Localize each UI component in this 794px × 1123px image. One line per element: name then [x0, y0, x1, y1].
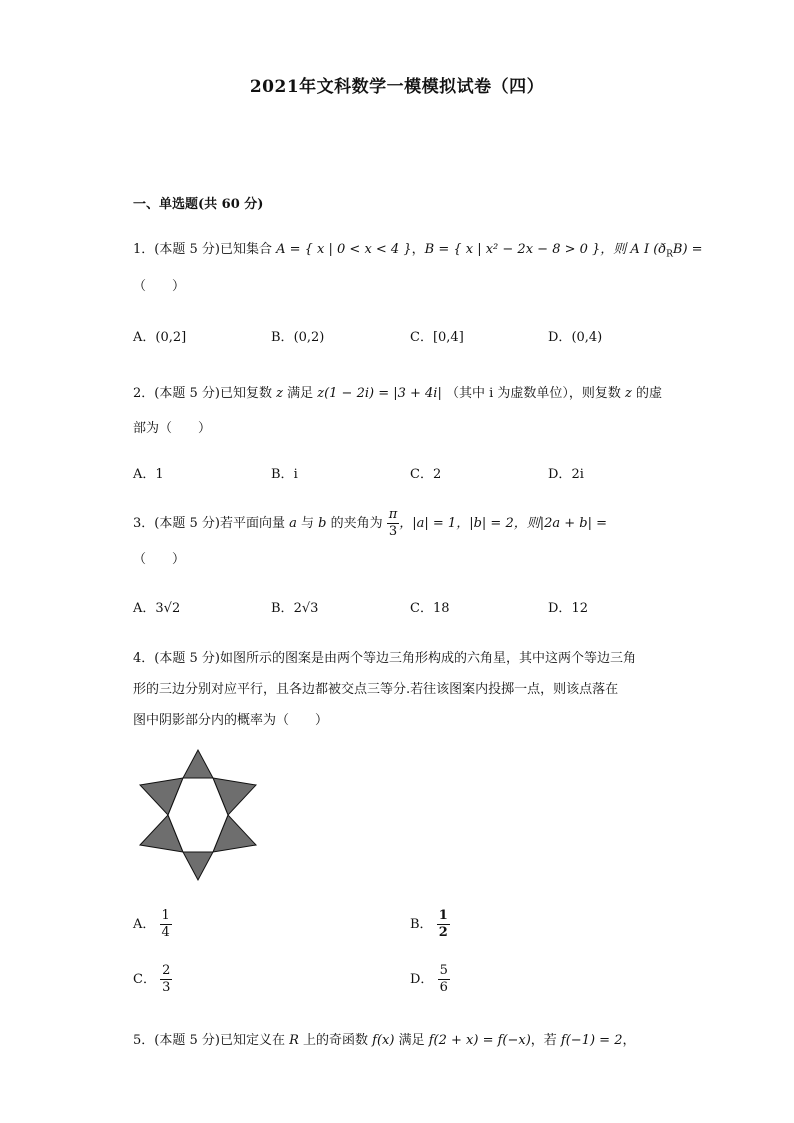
- question-2-option-d[interactable]: [548, 463, 584, 482]
- shaded-triangle-bottom: [183, 852, 213, 880]
- option-letter: B．: [271, 330, 294, 345]
- set-a: A = { x | 0 < x < 4 }: [276, 242, 412, 257]
- option-value: 2√3: [293, 601, 319, 616]
- option-letter: A．: [133, 467, 156, 482]
- question-3-expression: |2a + b| =: [539, 516, 608, 531]
- question-1-option-a[interactable]: [133, 326, 186, 345]
- question-2-equation: z(1 − 2i) = |3 + 4i|: [317, 386, 442, 401]
- option-letter: D．: [548, 467, 572, 482]
- question-4-option-a[interactable]: [133, 908, 172, 941]
- question-2-text: 满足: [282, 386, 318, 401]
- question-1-option-c[interactable]: [410, 326, 464, 345]
- angle-fraction: [387, 507, 400, 540]
- question-2-line-2: 部为（ ）: [133, 421, 212, 436]
- option-value: [0,4]: [432, 330, 464, 345]
- question-4-option-d[interactable]: [410, 963, 450, 996]
- question-5-text: ，若: [530, 1033, 561, 1048]
- complement-subscript: R: [666, 249, 673, 260]
- option-value: (0,2): [293, 330, 325, 345]
- fraction-denominator: 3: [388, 524, 398, 539]
- question-1-prefix: 1．(本题 5 分)已知集合: [133, 242, 277, 257]
- question-3-option-b[interactable]: [271, 597, 318, 616]
- question-5-text: ，: [622, 1033, 636, 1048]
- question-1-line-1: [133, 238, 703, 260]
- question-4-line-1: 4．(本题 5 分)如图所示的图案是由两个等边三角形构成的六角星，其中这两个等边三角: [133, 651, 636, 666]
- option-letter: D．: [410, 972, 434, 987]
- option-fraction: [437, 908, 450, 941]
- question-5-prefix: 5．(本题 5 分)已知定义在: [133, 1033, 290, 1048]
- question-3-option-c[interactable]: [410, 597, 450, 616]
- question-1-ask-end: B) =: [672, 242, 703, 257]
- option-value: (0,2]: [155, 330, 187, 345]
- option-letter: D．: [548, 330, 572, 345]
- question-2-prefix: 2．(本题 5 分)已知复数: [133, 386, 277, 401]
- option-value: 2i: [571, 467, 584, 482]
- option-letter: A．: [133, 917, 156, 932]
- option-fraction: [438, 963, 450, 996]
- hexagram-figure: [137, 748, 259, 886]
- option-value: 2: [432, 467, 442, 482]
- question-4-line-2: 形的三边分别对应平行，且各边都被交点三等分.若往该图案内投掷一点，则该点落在: [133, 682, 619, 697]
- question-3-option-a[interactable]: [133, 597, 180, 616]
- option-letter: C．: [410, 330, 433, 345]
- question-1-option-d[interactable]: [548, 326, 602, 345]
- option-letter: B．: [410, 917, 433, 932]
- question-2-option-a[interactable]: [133, 463, 164, 482]
- option-letter: A．: [133, 330, 156, 345]
- section-heading: 一、单选题(共 60 分): [133, 197, 264, 212]
- option-letter: C．: [410, 601, 433, 616]
- fraction-denominator: 6: [439, 980, 448, 995]
- fraction-numerator: 2: [162, 963, 171, 978]
- question-3-line-1: [133, 507, 607, 540]
- question-2-text: 的虚: [631, 386, 663, 401]
- option-letter: D．: [548, 601, 572, 616]
- question-3-line-2: （ ）: [133, 552, 186, 567]
- option-letter: B．: [271, 601, 294, 616]
- question-3-text: 的夹角为: [326, 516, 387, 531]
- question-4-option-c[interactable]: [133, 963, 172, 996]
- question-1-line-2: （ ）: [133, 279, 186, 294]
- fraction-numerator: 1: [438, 908, 448, 923]
- question-5-condition: f(−1) = 2: [560, 1033, 623, 1048]
- shaded-triangle-top: [183, 750, 213, 778]
- hexagram-svg: [137, 748, 259, 882]
- question-2-text: （其中 i 为虚数单位），则复数: [441, 386, 626, 401]
- function-f: f(x): [372, 1033, 395, 1048]
- fraction-denominator: 3: [162, 980, 171, 995]
- fraction-numerator: 5: [439, 963, 448, 978]
- question-5-equation: f(2 + x) = f(−x): [428, 1033, 531, 1048]
- question-2-option-b[interactable]: [271, 463, 298, 482]
- option-value: 12: [571, 601, 588, 616]
- question-4-line-3: 图中阴影部分内的概率为（ ）: [133, 713, 329, 728]
- question-3-prefix: 3．(本题 5 分)若平面向量: [133, 516, 290, 531]
- question-3-text: 与: [296, 516, 319, 531]
- option-value: 3√2: [155, 601, 181, 616]
- question-5-text: 满足: [394, 1033, 429, 1048]
- option-letter: C．: [133, 972, 156, 987]
- vector-b: b: [318, 516, 327, 531]
- question-2-line-1: [133, 382, 662, 401]
- set-r: R: [289, 1033, 299, 1048]
- variable-z: z: [276, 386, 283, 401]
- vector-a: a: [289, 516, 297, 531]
- question-1-separator: ，: [411, 242, 425, 257]
- option-letter: B．: [271, 467, 294, 482]
- option-value: (0,4): [571, 330, 603, 345]
- question-5-line-1: [133, 1029, 635, 1048]
- fraction-denominator: 4: [161, 925, 170, 940]
- option-value: i: [293, 467, 298, 482]
- set-b: B = { x | x² − 2x − 8 > 0 }: [424, 242, 601, 257]
- question-1-ask: ，则 A I (ð: [600, 242, 667, 257]
- fraction-denominator: 2: [438, 925, 448, 940]
- question-1-option-b[interactable]: [271, 326, 324, 345]
- option-value: 1: [155, 467, 164, 482]
- option-fraction: [160, 963, 172, 996]
- option-fraction: [160, 908, 172, 941]
- question-5-text: 上的奇函数: [298, 1033, 373, 1048]
- page-title: 2021年文科数学一模模拟试卷（四）: [249, 77, 545, 97]
- condition-a: ，|a| = 1，: [399, 516, 470, 531]
- condition-b: |b| = 2，则: [469, 516, 540, 531]
- fraction-numerator: π: [388, 507, 398, 522]
- question-3-option-d[interactable]: [548, 597, 588, 616]
- question-2-option-c[interactable]: [410, 463, 441, 482]
- option-value: 18: [432, 601, 450, 616]
- option-letter: C．: [410, 467, 433, 482]
- question-4-option-b[interactable]: [410, 908, 450, 941]
- option-letter: A．: [133, 601, 156, 616]
- fraction-numerator: 1: [161, 908, 170, 923]
- variable-z: z: [625, 386, 632, 401]
